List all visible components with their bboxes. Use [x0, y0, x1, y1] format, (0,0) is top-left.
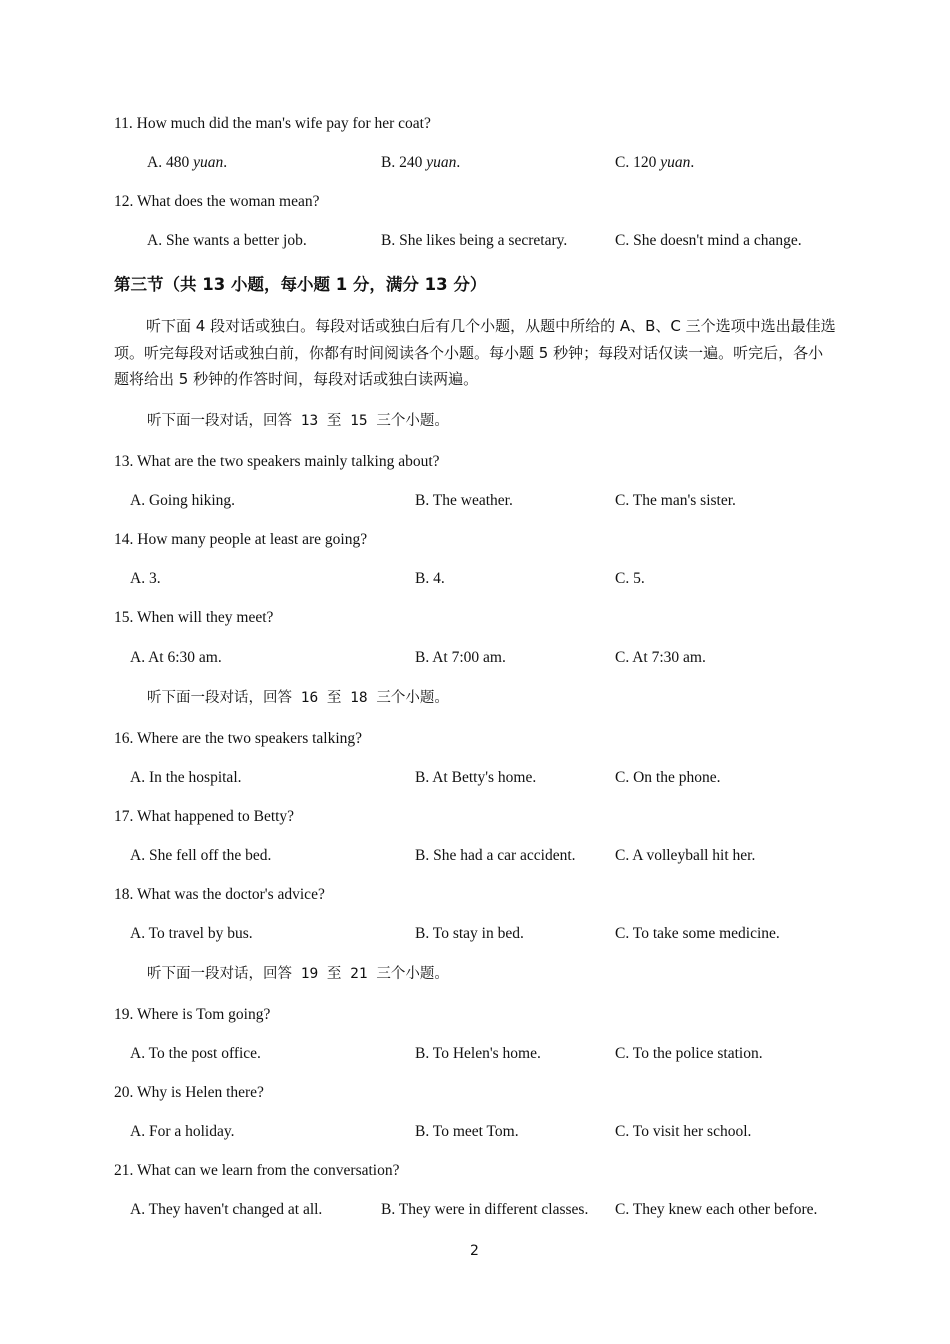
question-17-option-a: A. She fell off the bed. — [130, 847, 272, 864]
question-20-option-a: A. For a holiday. — [130, 1123, 235, 1140]
question-17-option-c: C. A volleyball hit her. — [615, 847, 756, 864]
question-16-stem: 16. Where are the two speakers talking? — [114, 730, 363, 747]
question-21-option-a: A. They haven't changed at all. — [130, 1201, 323, 1218]
question-14-option-b: B. 4. — [415, 570, 445, 587]
question-17-option-b: B. She had a car accident. — [415, 847, 576, 864]
question-13-option-c: C. The man's sister. — [615, 492, 736, 509]
question-16-option-b: B. At Betty's home. — [415, 769, 537, 786]
question-18-option-c: C. To take some medicine. — [615, 925, 780, 942]
question-18-option-b: B. To stay in bed. — [415, 925, 524, 942]
listening-directive-3: 听下面一段对话，回答 19 至 21 三个小题。 — [147, 966, 449, 982]
question-12-option-b: B. She likes being a secretary. — [381, 232, 568, 249]
question-15-option-b: B. At 7:00 am. — [415, 649, 506, 666]
question-20-option-c: C. To visit her school. — [615, 1123, 752, 1140]
question-14-stem: 14. How many people at least are going? — [114, 531, 368, 548]
question-11-option-a: A. 480 yuan. — [147, 154, 228, 171]
question-21-option-b: B. They were in different classes. — [381, 1201, 589, 1218]
question-16-option-c: C. On the phone. — [615, 769, 721, 786]
question-19-stem: 19. Where is Tom going? — [114, 1006, 271, 1023]
page-number: 2 — [470, 1243, 479, 1259]
question-12-option-c: C. She doesn't mind a change. — [615, 232, 802, 249]
question-20-option-b: B. To meet Tom. — [415, 1123, 519, 1140]
question-19-option-c: C. To the police station. — [615, 1045, 763, 1062]
listening-directive-1: 听下面一段对话，回答 13 至 15 三个小题。 — [147, 413, 449, 429]
question-14-option-a: A. 3. — [130, 570, 161, 587]
question-15-stem: 15. When will they meet? — [114, 609, 274, 626]
question-11-stem: 11. How much did the man's wife pay for her coat? — [114, 115, 431, 132]
question-17-stem: 17. What happened to Betty? — [114, 808, 295, 825]
question-19-option-b: B. To Helen's home. — [415, 1045, 541, 1062]
question-18-stem: 18. What was the doctor's advice? — [114, 886, 325, 903]
question-18-option-a: A. To travel by bus. — [130, 925, 253, 942]
question-13-option-b: B. The weather. — [415, 492, 513, 509]
question-13-stem: 13. What are the two speakers mainly talking about? — [114, 453, 440, 470]
question-12-stem: 12. What does the woman mean? — [114, 193, 320, 210]
section-heading: 第三节（共 13 小题，每小题 1 分，满分 13 分） — [114, 275, 487, 294]
question-11-option-b: B. 240 yuan. — [381, 154, 461, 171]
question-19-option-a: A. To the post office. — [130, 1045, 261, 1062]
question-15-option-a: A. At 6:30 am. — [130, 649, 222, 666]
question-21-stem: 21. What can we learn from the conversation? — [114, 1162, 400, 1179]
question-20-stem: 20. Why is Helen there? — [114, 1084, 264, 1101]
question-13-option-a: A. Going hiking. — [130, 492, 236, 509]
question-15-option-c: C. At 7:30 am. — [615, 649, 706, 666]
question-11-option-c: C. 120 yuan. — [615, 154, 695, 171]
section-instructions: 听下面 4 段对话或独白。每段对话或独白后有几个小题，从题中所给的 A、B、C 三个选项中选出最佳选项。听完每段对话或独白前，你都有时间阅读各个小题。每小题 5 秒钟；每段对话仅读一遍。听完后，各小题将给出 5 秒钟的作答时间，每段对话或独白读两遍。 — [114, 317, 836, 388]
question-16-option-a: A. In the hospital. — [130, 769, 242, 786]
question-14-option-c: C. 5. — [615, 570, 645, 587]
listening-directive-2: 听下面一段对话，回答 16 至 18 三个小题。 — [147, 690, 449, 706]
question-21-option-c: C. They knew each other before. — [615, 1201, 818, 1218]
question-12-option-a: A. She wants a better job. — [147, 232, 307, 249]
